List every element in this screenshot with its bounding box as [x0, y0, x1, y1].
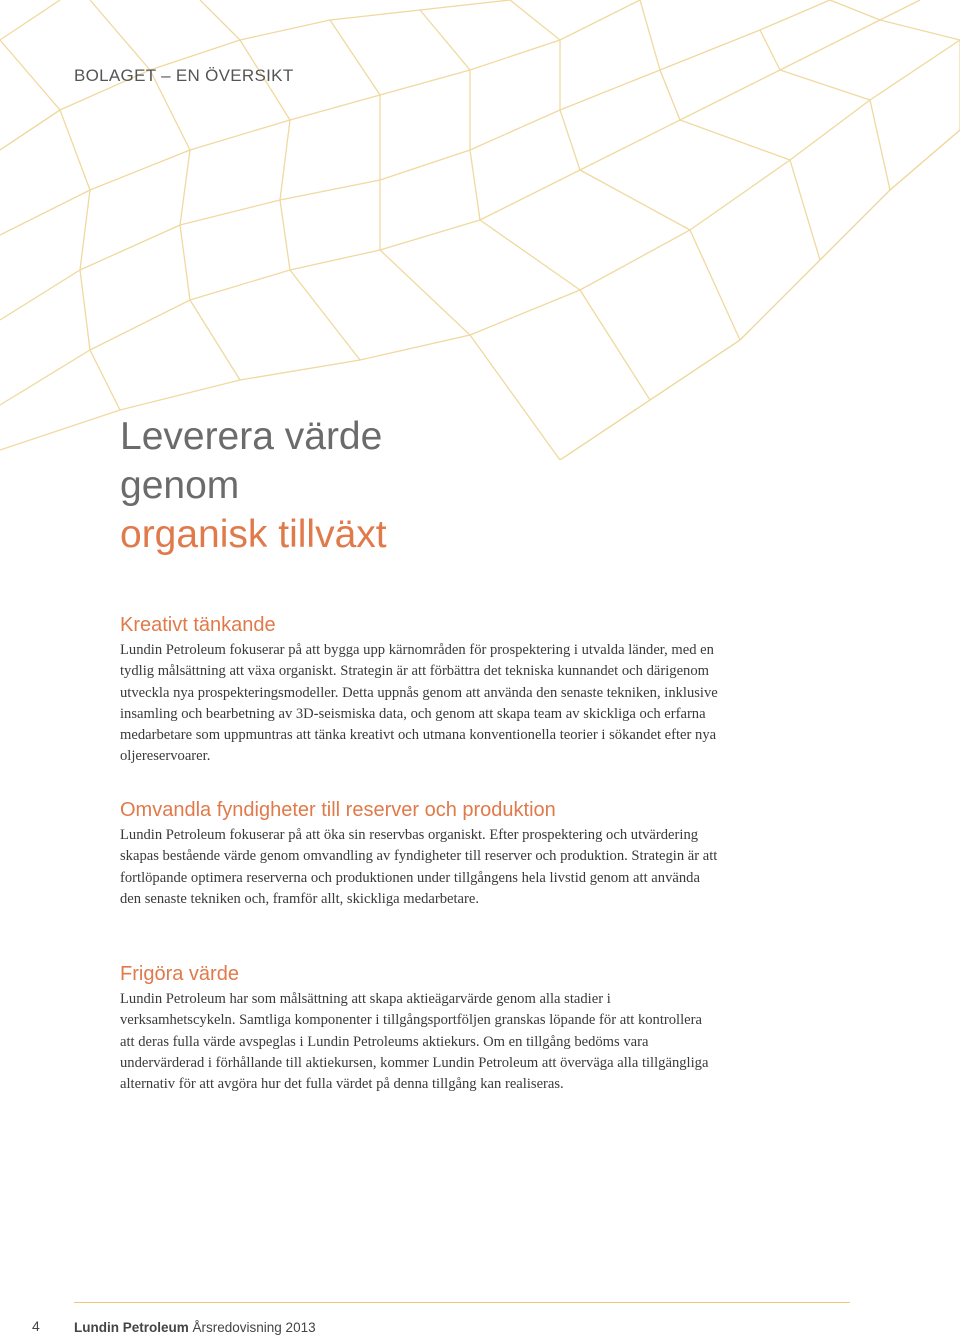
title-line-2: genom [120, 464, 240, 507]
section-heading: Frigöra värde [120, 963, 239, 985]
title-line-1: Leverera värde [120, 415, 383, 458]
section-frigora-varde [120, 961, 720, 1095]
section-omvandla-fyndigheter [120, 797, 720, 910]
footer-report: Årsredovisning 2013 [192, 1320, 316, 1335]
section-heading: Kreativt tänkande [120, 614, 276, 636]
footer-company: Lundin Petroleum [74, 1320, 189, 1335]
title-line-3: organisk tillväxt [120, 513, 387, 556]
page-title [120, 412, 387, 559]
section-body: Lundin Petroleum fokuserar på att öka sin reservbas organiskt. Efter prospektering och utvärdering skapas bestående värde genom omvandling av fyndigheter till reserver och produktion. Strategin är att fortlöpande optimera reserverna och produktionen under tillgångens hela livstid genom att använda den senaste tekniken och, framför allt, skickliga medarbetare. [120, 827, 718, 907]
section-kreativt-tankande [120, 612, 720, 768]
section-body: Lundin Petroleum fokuserar på att bygga upp kärnområden för prospektering i utvalda länder, med en tydlig målsättning att växa organiskt. Strategin är att förbättra det tekniska kunnandet och därigenom utveckla nya prospekteringsmodeller. Detta uppnås genom att använda den senaste tekniken, inklusive insamling och bearbetning av 3D-seismiska data, och genom att skapa team av skickliga och erfarna medarbetare som uppmuntras att tänka kreativt och utmana konventionella teorier i sökandet efter nya oljereservoarer. [120, 642, 718, 765]
footer-rule [74, 1302, 850, 1303]
section-heading: Omvandla fyndigheter till reserver och produktion [120, 799, 556, 821]
section-body: Lundin Petroleum har som målsättning att skapa aktieägarvärde genom alla stadier i verksamhetscykeln. Samtliga komponenter i tillgångsportföljen granskas löpande för att kontrollera att deras fulla värde avspeglas i Lundin Petroleums aktiekurs. Om en tillgång bedöms vara undervärderad i förhållande till aktiekursen, kommer Lundin Petroleum att överväga alla tillgängliga alternativ för att avgöra hur det fulla värdet på denna tillgång kan realiseras. [120, 991, 709, 1093]
page-number: 4 [32, 1318, 40, 1334]
footer-text [74, 1320, 316, 1335]
section-label: BOLAGET – EN ÖVERSIKT [74, 66, 294, 85]
